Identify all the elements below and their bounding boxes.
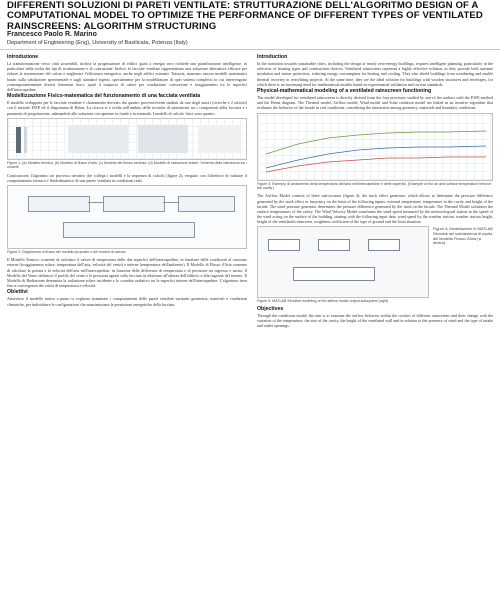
flowchart-box (103, 196, 165, 212)
objectives-text-en: Through the conditions model, the aim is to examine the airflow behavior within the cavities of different rainscreens and their change with the variation of the temperature, the size of the cavity, the height of the ventilated wall and in relation to the presence of wind and the type of intake and outlet openings. (257, 312, 493, 329)
model-heading-it: Modellizzazione Fisico-matematica del funzionamento di una facciata ventilata (7, 93, 201, 100)
poster-title: DIFFERENTI SOLUZIONI DI PARETI VENTILATE: STRUTTURAZIONE DELL'ALGORITMO DESIGN OF A COMPUTATIONAL MODEL TO OPTIMIZE THE PERFORMANCE OF DIFFERENT TYPES OF VENTILATED RAINSCREENS: ALGORITHM STRUCTURING (7, 0, 483, 32)
figure-5-simulink-model (257, 226, 429, 298)
author-name: Francesco Paolo R. Marino (7, 31, 97, 38)
temperature-curve-2 (266, 157, 486, 172)
body-text-it: Il Modello Termico consente di calcolare il valore di temperatura delle due superfici dell'intercapedine, in funzione delle condizioni al contorno esterne (irraggiamento solare, temperatura dell'aria, velocità del vento) e interne (temperatura dell'ambiente). Il Modello di Flusso d'Aria consente di calcolare la portata e la velocità dell'aria nell'intercapedine, in funzione delle differenze di temperatura e di pressione tra ingresso e uscita. Il Modello del Vento definisce il profilo del vento e le pressioni agenti sulla facciata in relazione all'altezza dell'edificio e alla rugosità del terreno. Il Modello di Radiazione determina la radiazione solare incidente e lo scambio radiativo tra le superfici interne dell'intercapedine. L'algoritmo itera fino a convergenza dei valori di temperatura e velocità. (7, 257, 247, 289)
poster-header (0, 0, 500, 50)
objectives-heading-it: Obiettivi (7, 289, 28, 296)
flowchart-box (28, 196, 90, 212)
text-after-figure-1: Costituiscono l'algoritmo un processo iterativo che collega i modelli e la sequenza di calcolo (figure 2), eseguito con l'obiettivo di valutare il comportamento termico e fluidodinamico di una parete ventilata in condizioni reali. (7, 172, 247, 183)
simulink-block (293, 267, 375, 281)
left-column (7, 53, 247, 309)
figure-1-model-schemes (7, 118, 247, 160)
simulink-block (268, 239, 300, 251)
flowchart-connector (88, 202, 103, 203)
temperature-curves (258, 114, 493, 180)
wind-diagram-block (138, 125, 188, 153)
objectives-text-it: Attraverso il modello messo a punto si vogliono esaminare i comportamenti delle pareti ventilate variando geometria, materiali e condizioni climatiche, per individuare le configurazioni che massimizzano le prestazioni energetiche della facciata. (7, 296, 247, 307)
objectives-heading-en: Objectives (257, 305, 284, 312)
right-column (257, 53, 493, 330)
intro-heading-en: Introduction (257, 54, 288, 60)
intro-text-en: In the transition towards sustainable cities, including the design of nearly zero-energy buildings, requires intelligent planning, particularly in the selection of housing types and construction choices. Ventilated rainscreens represent a highly effective solution, as they provide both summer insulation and winter protection, reducing energy consumption for heating and cooling. They also shield buildings from weathering and enable thermal recovery in retrofitting projects. At the same time, they are the ideal solution for buildings with wooden structures and envelopes, for which there is an increasing need for mathematical models based on experimental validation and current standards. (257, 61, 493, 87)
model-text-it: Il modello sviluppato per le facciate ventilate è chiaramente derivato dai quattro processi/eventi studiati da uno degli autori (ricerche e 2 articoli) con il metodo EWE ed il diagramma di Heinz. La ricerca si è svolta nell'ambito delle tecniche di interazione tra i componenti della facciata e i parametri di progettazione, adattandole alle soluzioni con aperture in fondo e in sommità. I modelli di calcolo fisici sono quattro. (7, 100, 247, 116)
flowchart-box (63, 222, 195, 238)
intro-heading-it: Introduzione (7, 54, 39, 60)
figure-4-caption-box (433, 226, 493, 298)
facade-wall-shape (16, 127, 21, 153)
header-divider (0, 49, 500, 50)
body-text-en: The Airflow Model consists of three sub-systems (figure 4): the stack effect generator, which allows to determine the pressure difference generated by the stack effect or buoyancy on the basis of the following inputs: external temperature, temperature in the cavity and height of the facade. The wind pressure generator determines the pressure difference generated by the wind on the facade. The Thermal Model calculates the surface temperatures of the cavity. The Wind Velocity Model transforms the wind speed measured by the meteorological station in the speed of the wind acting on the surface of the building, starting with the following input data: wind speed by the weather station, weather station height, height of the ventilated rainscreen, roughness coefficient of the type of ground and the local situation. (257, 193, 493, 225)
facade-cavity-shape (24, 127, 27, 153)
figure-1-caption: Figure 1: (a) Modello termico; (b) Modello di flusso d'aria; (c) Modello del flusso ventoso; (d) Modello di radiazione solare. Schema delle interazioni tra i modelli. (7, 160, 247, 170)
figure-2-flowchart (7, 185, 247, 249)
author-affiliation: Department of Engineering (Eng), University of Basilicata, Potenza (Italy) (7, 40, 188, 46)
figure-3-temperature-plot (257, 113, 493, 181)
figure-3-caption: Figure 3: Esempio di andamento della temperatura dell'aria nell'intercapedine e delle superfici. (Example of the air and surface temperature trend in the cavity.) (257, 181, 492, 190)
simulink-block (368, 239, 400, 251)
flowchart-connector (163, 202, 178, 203)
figure-4-caption: Figure 4: Modellazione in MATLAB Simulink del sottosistema di uscita del Modello Flusso d'Aria (a destra) (433, 226, 493, 246)
intro-text-it: La transformazione verso città sostenibili, incluse la progettazione di edifici quasi a energia zero richiede una pianificazione intelligente, in particolare nella scelta dei tipi di strutturazione e di costruzione. Inoltre, le facciate ventilate rappresentano una soluzione alternativa efficace per ridurre la trasmissione del calore e migliorare l'efficienza energetica, anche negli edifici esistenti. Tuttavia, mancano ancora modelli matematici basati sulla validazione sperimentale e sugli standard vigenti, specialmente per la modellazione di quei sistemi complessi in cui intervengono contemporaneamente diversi fenomeni fisici, quali il trasporto di calore per conduzione, convezione e irraggiamento tra le superfici dell'intercapedine. (7, 61, 247, 92)
flowchart-box (178, 196, 235, 212)
figure-2-caption: Figure 2: Diagramma di flusso del modello proposto e dei moduli di calcolo. (7, 249, 127, 254)
section-heading-en: Physical-mathematical modeling of a ventilated rainscreen functioning (257, 87, 432, 94)
flow-diagram-block (68, 125, 128, 153)
simulink-block (318, 239, 350, 251)
radiation-diagram-block (198, 125, 240, 153)
figure-5-caption: Figure 5: MATLAB Simulink modeling of the airflow model output subsystem (right) (257, 299, 389, 304)
temperature-curve-3 (266, 131, 486, 154)
section-text-en: The model developed for ventilated rainscreens is directly derived from the four processes studied by one of the authors with the EWE method and the Heinz diagram. The Thermal model, Airflow model, Wind model and Solar radiation model are linked in an iterative algorithm that evaluates the behavior of the facade in real conditions, considering the interaction among geometry, materials and boundary conditions. (257, 95, 493, 111)
